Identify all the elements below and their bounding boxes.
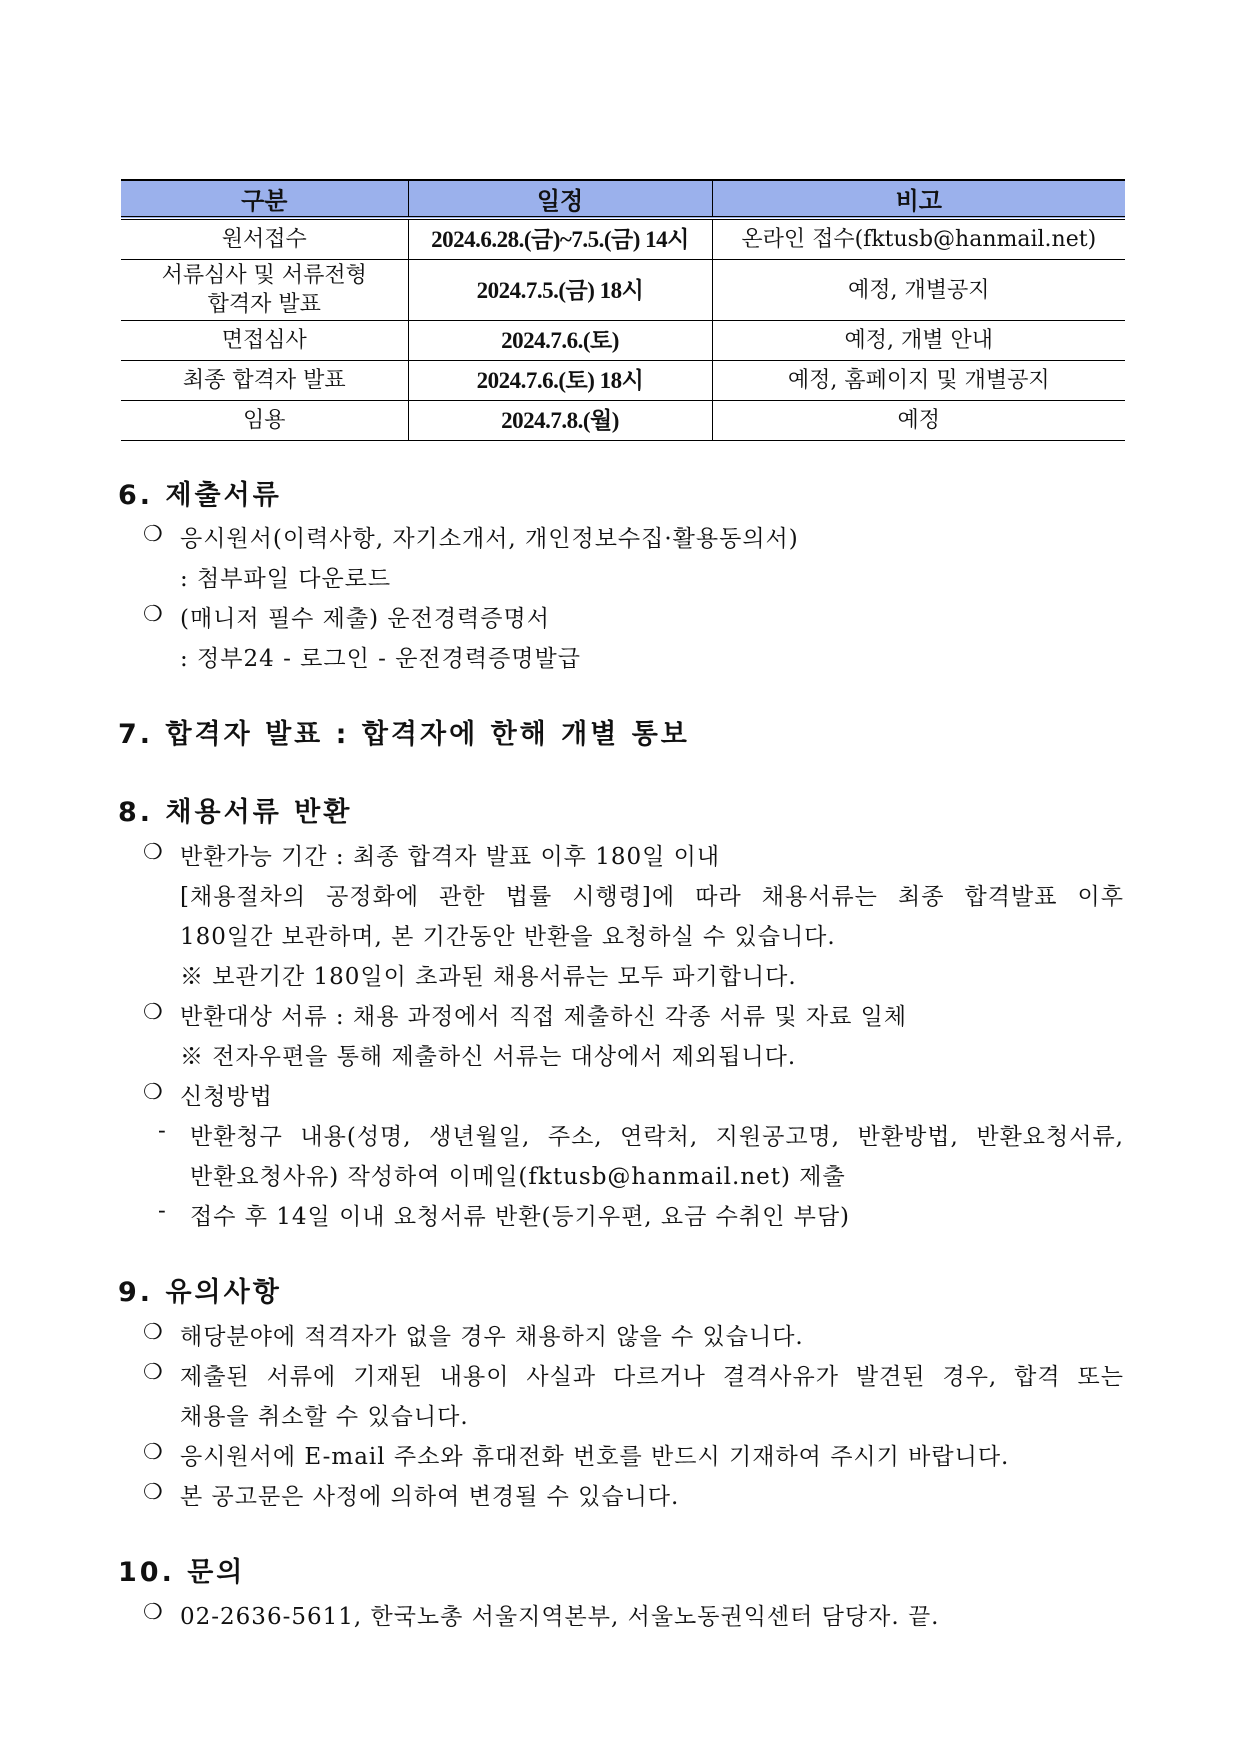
schedule-header-row bbox=[121, 180, 1125, 218]
section9-item: 채용을 취소할 수 있습니다. bbox=[180, 1404, 469, 1430]
section9-heading: 9. 유의사항 bbox=[118, 1277, 282, 1308]
section8-heading: 8. 채용서류 반환 bbox=[118, 797, 353, 828]
bullet-icon: ❍ bbox=[143, 602, 163, 627]
dash-marker: - bbox=[158, 1118, 167, 1144]
row-category-line2: 합격자 발표 bbox=[207, 292, 321, 317]
row-category: 원서접수 bbox=[121, 218, 408, 260]
table-row bbox=[121, 401, 1125, 441]
table-row bbox=[121, 321, 1125, 361]
table-row bbox=[121, 361, 1125, 401]
header-category: 구분 bbox=[121, 180, 408, 218]
section7-heading: 7. 합격자 발표 : 합격자에 한해 개별 통보 bbox=[118, 719, 690, 750]
bullet-icon: ❍ bbox=[143, 1600, 163, 1625]
section6-item: : 정부24 - 로그인 - 운전경력증명발급 bbox=[180, 646, 581, 672]
table-row bbox=[121, 218, 1125, 260]
section8-method-item: 접수 후 14일 이내 요청서류 반환(등기우편, 요금 수취인 부담) bbox=[190, 1204, 851, 1230]
row-note: 예정, 개별공지 bbox=[712, 260, 1125, 321]
bullet-icon: ❍ bbox=[143, 1320, 163, 1345]
bullet-icon: ❍ bbox=[143, 1080, 163, 1105]
row-note: 예정, 개별 안내 bbox=[712, 321, 1125, 361]
schedule-table bbox=[121, 179, 1125, 441]
row-date: 2024.7.6.(토) 18시 bbox=[408, 361, 712, 401]
section6-heading: 6. 제출서류 bbox=[118, 480, 282, 511]
header-note: 비고 bbox=[712, 180, 1125, 218]
row-category bbox=[121, 260, 408, 321]
section10-item: 02-2636-5611, 한국노총 서울지역본부, 서울노동권익센터 담당자. 끝. bbox=[180, 1604, 940, 1630]
header-date: 일정 bbox=[408, 180, 712, 218]
dash-marker: - bbox=[158, 1198, 167, 1224]
section9-item: 본 공고문은 사정에 의하여 변경될 수 있습니다. bbox=[180, 1484, 680, 1510]
section8-target-note: ※ 전자우편을 통해 제출하신 서류는 대상에서 제외됩니다. bbox=[180, 1044, 797, 1070]
section6-item: (매니저 필수 제출) 운전경력증명서 bbox=[180, 606, 550, 632]
table-row bbox=[121, 260, 1125, 321]
section6-item: : 첨부파일 다운로드 bbox=[180, 566, 392, 592]
section6-item: 응시원서(이력사항, 자기소개서, 개인정보수집·활용동의서) bbox=[180, 526, 799, 552]
section10-heading: 10. 문의 bbox=[118, 1557, 246, 1588]
bullet-icon: ❍ bbox=[143, 840, 163, 865]
row-note: 예정, 홈페이지 및 개별공지 bbox=[712, 361, 1125, 401]
section8-method-item: 반환요청사유) 작성하여 이메일(fktusb@hanmail.net) 제출 bbox=[190, 1164, 846, 1190]
section8-period-detail: 180일간 보관하며, 본 기간동안 반환을 요청하실 수 있습니다. bbox=[180, 924, 836, 950]
section8-method: 신청방법 bbox=[180, 1084, 273, 1110]
row-category-line1: 서류심사 및 서류전형 bbox=[161, 263, 367, 288]
row-date: 2024.6.28.(금)~7.5.(금) 14시 bbox=[408, 218, 712, 260]
section8-period-detail: [채용절차의 공정화에 관한 법률 시행령]에 따라 채용서류는 최종 합격발표 이후 bbox=[180, 884, 1124, 910]
bullet-icon: ❍ bbox=[143, 1480, 163, 1505]
section8-period: 반환가능 기간 : 최종 합격자 발표 이후 180일 이내 bbox=[180, 844, 721, 870]
bullet-icon: ❍ bbox=[143, 1440, 163, 1465]
row-date: 2024.7.6.(토) bbox=[408, 321, 712, 361]
section9-item: 해당분야에 적격자가 없을 경우 채용하지 않을 수 있습니다. bbox=[180, 1324, 804, 1350]
bullet-icon: ❍ bbox=[143, 522, 163, 547]
row-category: 최종 합격자 발표 bbox=[121, 361, 408, 401]
section8-target: 반환대상 서류 : 채용 과정에서 직접 제출하신 각종 서류 및 자료 일체 bbox=[180, 1004, 908, 1030]
row-category: 임용 bbox=[121, 401, 408, 441]
bullet-icon: ❍ bbox=[143, 1360, 163, 1385]
section8-period-note: ※ 보관기간 180일이 초과된 채용서류는 모두 파기합니다. bbox=[180, 964, 797, 990]
row-date: 2024.7.8.(월) bbox=[408, 401, 712, 441]
row-note: 예정 bbox=[712, 401, 1125, 441]
row-note: 온라인 접수(fktusb@hanmail.net) bbox=[712, 218, 1125, 260]
row-category: 면접심사 bbox=[121, 321, 408, 361]
row-date: 2024.7.5.(금) 18시 bbox=[408, 260, 712, 321]
section8-method-item: 반환청구 내용(성명, 생년월일, 주소, 연락처, 지원공고명, 반환방법, 반환요청서류, bbox=[190, 1124, 1124, 1150]
section9-item: 제출된 서류에 기재된 내용이 사실과 다르거나 결격사유가 발견된 경우, 합격 또는 bbox=[180, 1364, 1124, 1390]
section9-item: 응시원서에 E-mail 주소와 휴대전화 번호를 반드시 기재하여 주시기 바랍니다. bbox=[180, 1444, 1010, 1470]
bullet-icon: ❍ bbox=[143, 1000, 163, 1025]
